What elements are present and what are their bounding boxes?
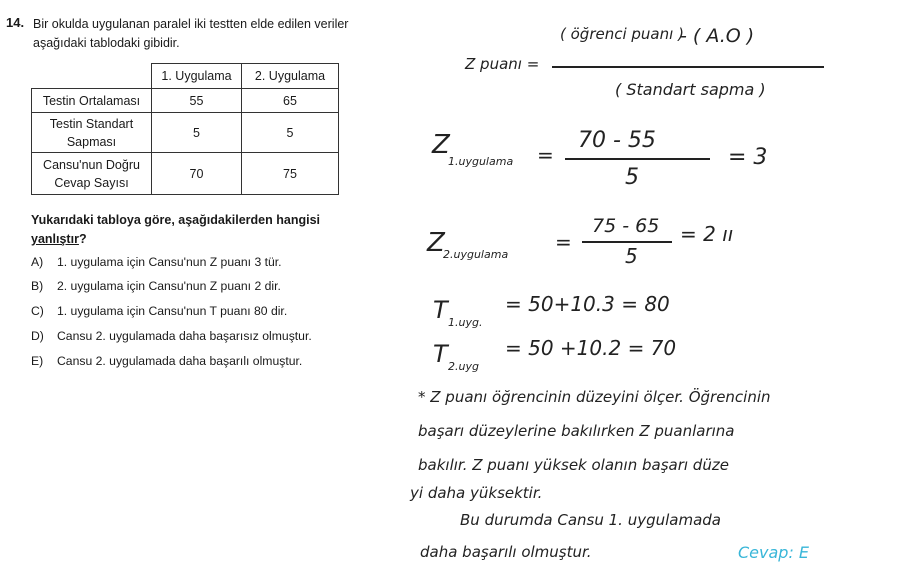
answer-text: Cevap: E — [738, 543, 810, 562]
conclusion-line: Bu durumda Cansu 1. uygulamada — [460, 511, 721, 529]
z2-fraction-bar — [582, 241, 672, 243]
t1-expression: = 50+10.3 = 80 — [505, 292, 670, 316]
t1-subscript: 1.uyg. — [448, 316, 483, 329]
data-table — [31, 63, 339, 195]
table-row — [32, 89, 339, 113]
option-letter: D) — [31, 329, 44, 343]
note-line: * Z puanı öğrencinin düzeyini ölçer. Öğrencinin — [418, 388, 771, 406]
z1-fraction-bar — [565, 158, 710, 160]
t2-subscript: 2.uyg — [448, 360, 479, 373]
option-c[interactable] — [31, 304, 287, 318]
option-text: 1. uygulama için Cansu'nun T puanı 80 dir. — [57, 304, 288, 318]
t2-expression: = 50 +10.2 = 70 — [505, 336, 677, 360]
option-letter: A) — [31, 255, 44, 269]
z-formula-label: Z puanı = — [465, 55, 540, 73]
prompt-prefix: Yukarıdaki tabloya göre, aşağıdakilerden hangisi — [31, 213, 320, 227]
z2-denominator: 5 — [625, 244, 638, 268]
table-corner — [32, 64, 152, 89]
z1-result: = 3 — [728, 145, 768, 170]
option-b[interactable] — [31, 279, 281, 293]
option-d[interactable] — [31, 329, 312, 343]
option-text: Cansu 2. uygulamada daha başarısız olmuştur. — [57, 329, 312, 343]
conclusion-line: daha başarılı olmuştur. — [420, 543, 592, 561]
row-label: Testin Ortalaması — [32, 89, 152, 113]
note-line: başarı düzeylerine bakılırken Z puanlarına — [418, 422, 735, 440]
prompt-suffix: ? — [78, 232, 87, 246]
note-line: yi daha yüksektir. — [410, 484, 543, 502]
table-cell: 5 — [242, 113, 339, 153]
column-header: 2. Uygulama — [242, 64, 339, 89]
z1-subscript: 1.uygulama — [448, 155, 514, 168]
question-prompt — [31, 211, 361, 249]
column-header: 1. Uygulama — [152, 64, 242, 89]
t1-symbol: T — [433, 296, 448, 324]
option-letter: C) — [31, 304, 44, 318]
z2-symbol: Z — [427, 228, 445, 258]
z1-equals: = — [537, 143, 554, 167]
z-formula-fraction-bar — [552, 66, 824, 68]
z1-symbol: Z — [432, 130, 450, 160]
z-formula-numerator-b: - ( A.O ) — [680, 25, 755, 47]
table-cell: 75 — [242, 153, 339, 195]
z2-numerator: 75 - 65 — [592, 215, 660, 237]
question-text: Bir okulda uygulanan paralel iki testten elde edilen veriler aşağıdaki tablodaki gibidir. — [33, 17, 349, 50]
t2-symbol: T — [433, 340, 448, 368]
z2-subscript: 2.uygulama — [443, 248, 509, 261]
table-cell: 70 — [152, 153, 242, 195]
table-row — [32, 113, 339, 153]
option-text: 1. uygulama için Cansu'nun Z puanı 3 tür. — [57, 255, 282, 269]
option-letter: B) — [31, 279, 44, 293]
table-row — [32, 153, 339, 195]
option-e[interactable] — [31, 354, 302, 368]
prompt-emphasis: yanlıştır — [31, 232, 79, 246]
z1-denominator: 5 — [625, 165, 639, 190]
z-formula-numerator-a: ( öğrenci puanı ) — [560, 25, 684, 43]
row-label: Cansu'nun Doğru Cevap Sayısı — [32, 153, 152, 195]
table-cell: 65 — [242, 89, 339, 113]
option-letter: E) — [31, 354, 44, 368]
table-cell: 5 — [152, 113, 242, 153]
z2-result: = 2 ıı — [680, 222, 734, 246]
z2-equals: = — [555, 230, 572, 254]
option-text: 2. uygulama için Cansu'nun Z puanı 2 dir. — [57, 279, 281, 293]
note-line: bakılır. Z puanı yüksek olanın başarı düze — [418, 456, 729, 474]
z1-numerator: 70 - 55 — [578, 128, 656, 153]
row-label: Testin Standart Sapması — [32, 113, 152, 153]
question-number: 14. — [6, 15, 25, 30]
z-formula-denominator: ( Standart sapma ) — [615, 80, 766, 99]
table-cell: 55 — [152, 89, 242, 113]
option-text: Cansu 2. uygulamada daha başarılı olmuştur. — [57, 354, 303, 368]
option-a[interactable] — [31, 255, 282, 269]
